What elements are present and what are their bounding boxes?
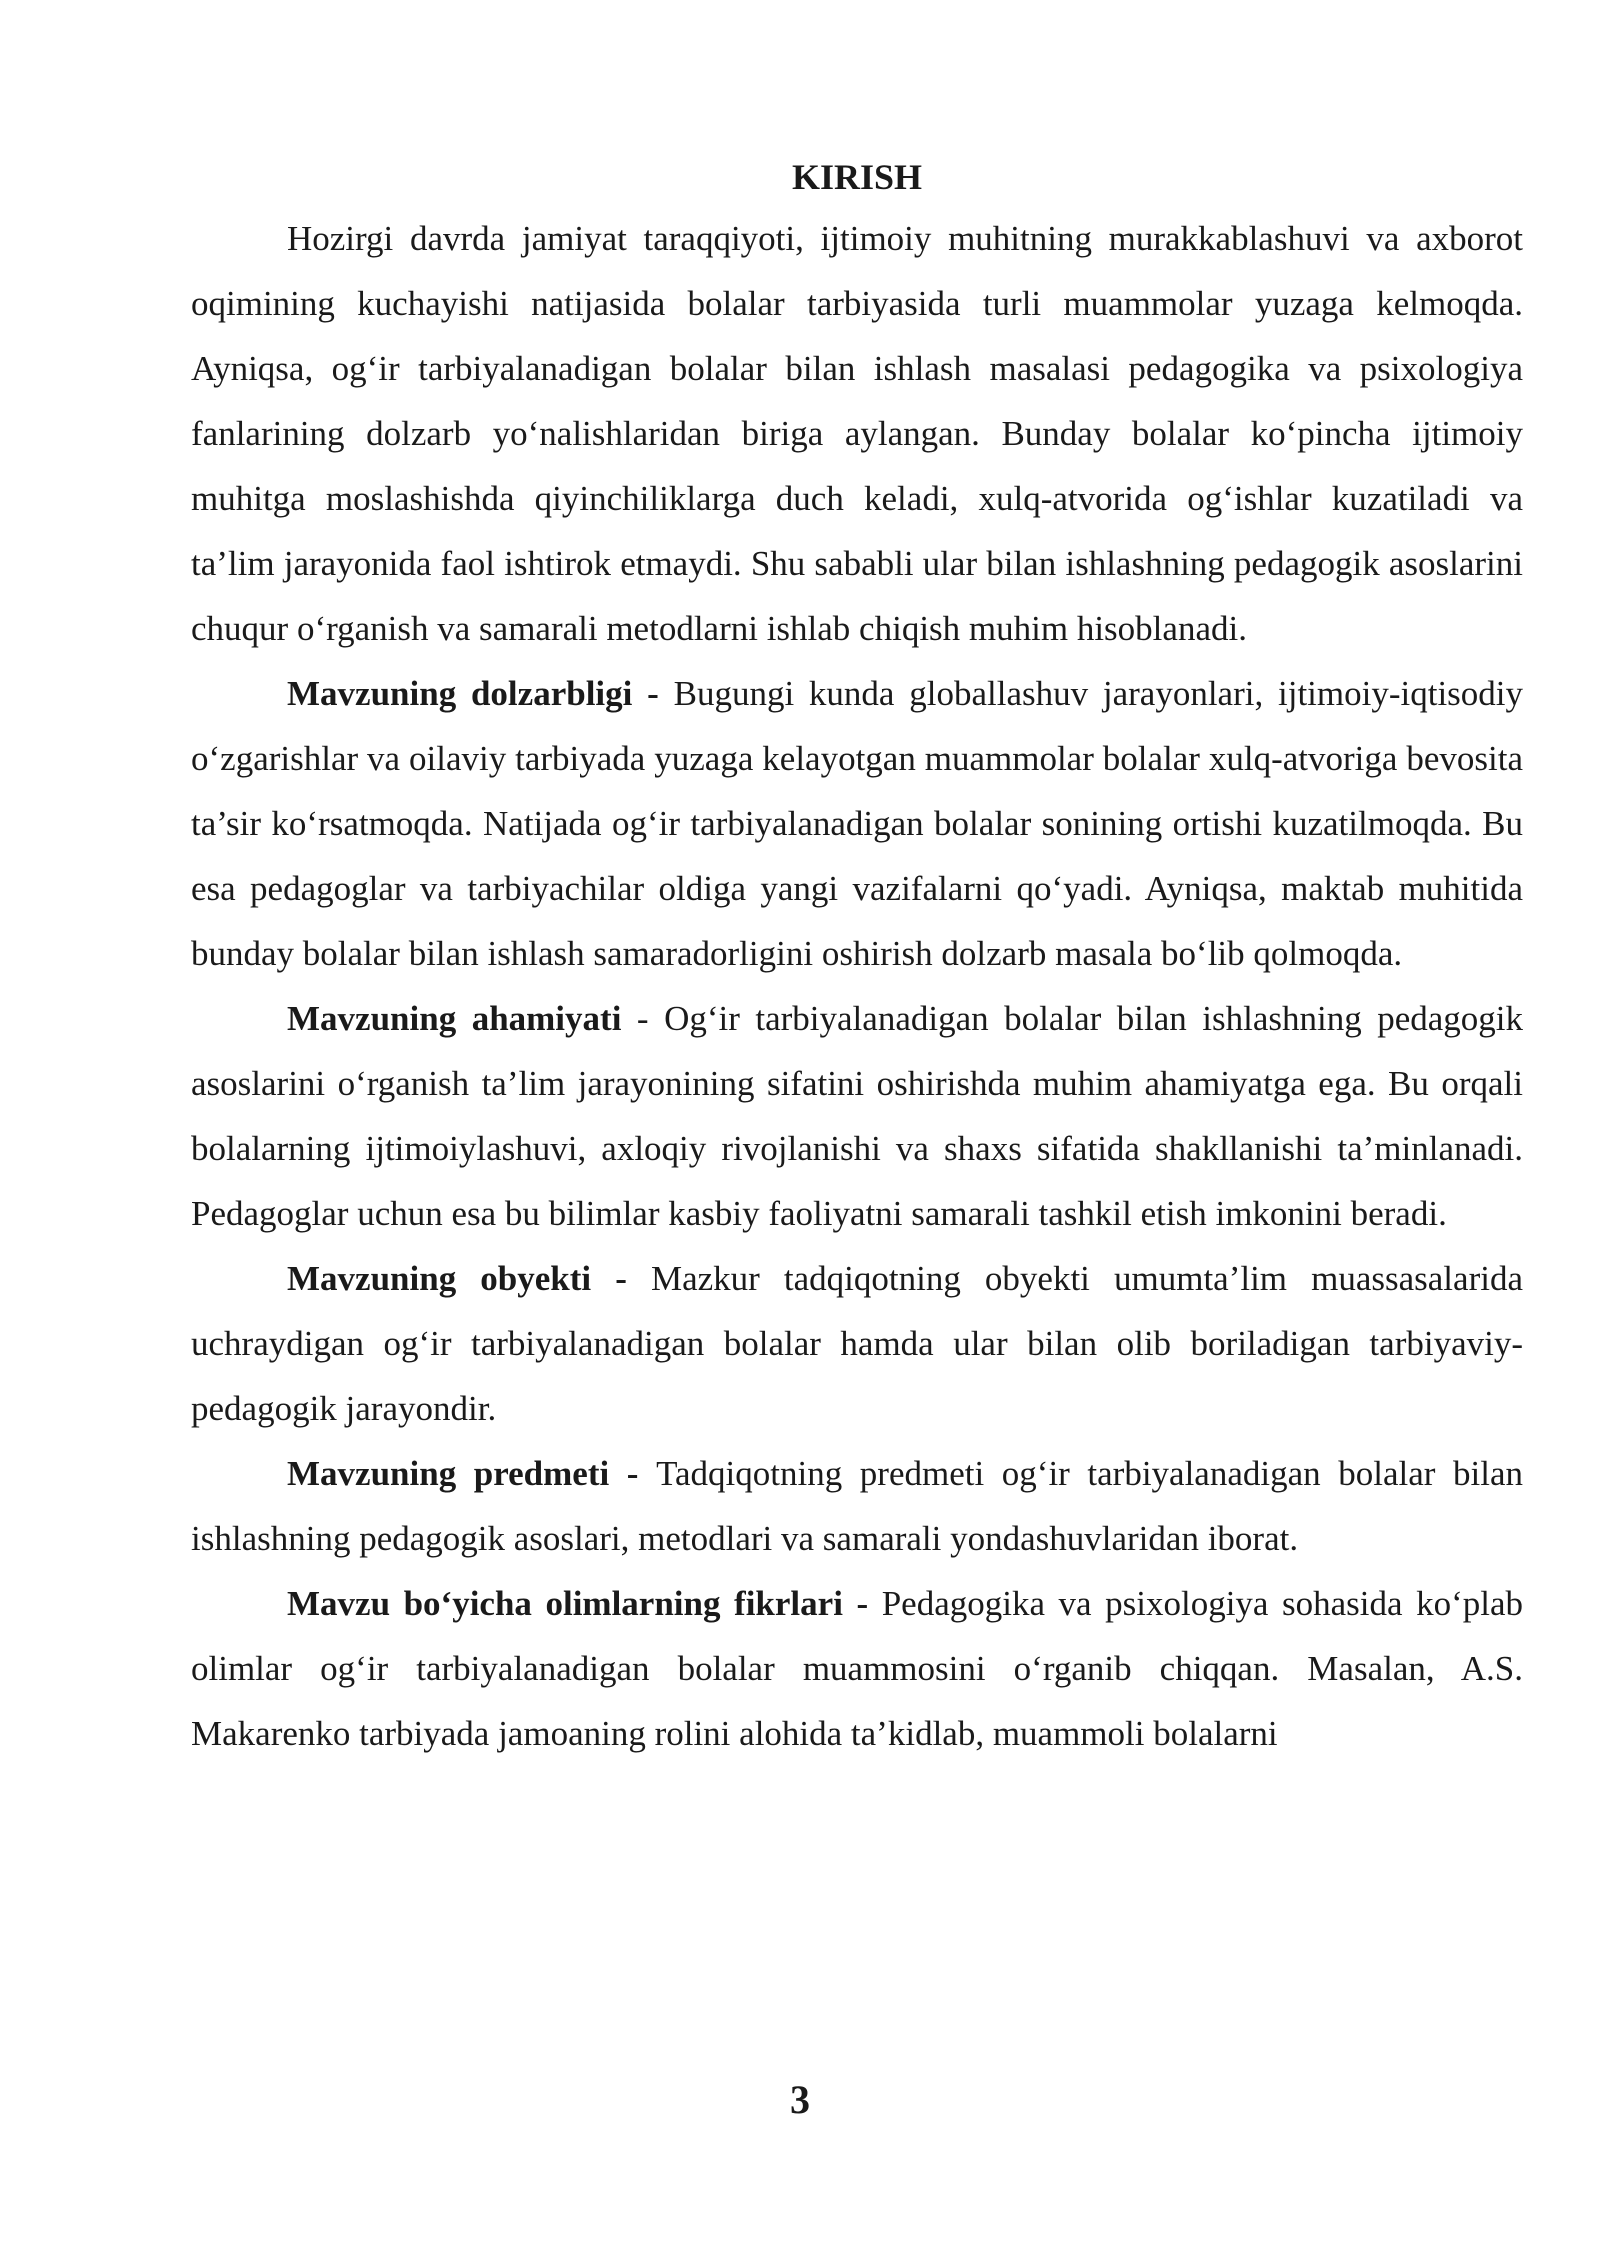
section-heading-relevance: Mavzuning dolzarbligi <box>287 674 633 713</box>
section-relevance <box>191 661 1523 986</box>
section-separator: - <box>609 1454 657 1493</box>
section-text-importance: Og‘ir tarbiyalanadigan bolalar bilan ishlashning pedagogik asoslarini o‘rganish ta’lim jarayonining sifatini oshirishda muhim ahamiyatga ega. Bu orqali bolalarning ijtimoiylashuvi, axloqiy rivojlanishi va shaxs sifatida shakllanishi ta’minlanadi. Pedagoglar uchun esa bu bilimlar kasbiy faoliyatni samarali tashkil etish imkonini beradi. <box>191 999 1524 1233</box>
section-text-relevance: Bugungi kunda globallashuv jarayonlari, ijtimoiy-iqtisodiy o‘zgarishlar va oilaviy tarbiyada yuzaga kelayotgan muammolar bolalar xulq-atvoriga bevosita ta’sir ko‘rsatmoqda. Natijada og‘ir tarbiyalanadigan bolalar sonining ortishi kuzatilmoqda. Bu esa pedagoglar va tarbiyachilar oldiga yangi vazifalarni qo‘yadi. Ayniqsa, maktab muhitida bunday bolalar bilan ishlash samaradorligini oshirish dolzarb masala bo‘lib qolmoqda. <box>191 674 1524 973</box>
section-heading-subject: Mavzuning predmeti <box>287 1454 610 1493</box>
section-heading-object: Mavzuning obyekti <box>287 1259 592 1298</box>
section-scholars <box>191 1571 1523 1766</box>
section-separator: - <box>842 1584 882 1623</box>
section-heading-importance: Mavzuning ahamiyati <box>287 999 622 1038</box>
page-title: KIRISH <box>791 157 923 197</box>
page-content <box>191 148 1523 1766</box>
intro-paragraph: Hozirgi davrda jamiyat taraqqiyoti, ijtimoiy muhitning murakkablashuvi va axborot oqimining kuchayishi natijasida bolalar tarbiyasida turli muammolar yuzaga kelmoqda. Ayniqsa, og‘ir tarbiyalanadigan bolalar bilan ishlash masalasi pedagogika va psixologiya fanlarining dolzarb yo‘nalishlaridan biriga aylangan. Bunday bolalar ko‘pincha ijtimoiy muhitga moslashishda qiyinchiliklarga duch keladi, xulq-atvorida og‘ishlar kuzatiladi va ta’lim jarayonida faol ishtirok etmaydi. Shu sababli ular bilan ishlashning pedagogik asoslarini chuqur o‘rganish va samarali metodlarni ishlab chiqish muhim hisoblanadi. <box>191 219 1523 648</box>
section-object <box>191 1246 1523 1441</box>
section-separator: - <box>621 999 665 1038</box>
section-subject <box>191 1441 1523 1571</box>
page-number: 3 <box>790 2077 810 2122</box>
section-text-scholars: Pedagogika va psixologiya sohasida ko‘plab olimlar og‘ir tarbiyalanadigan bolalar muammosini o‘rganib chiqqan. Masalan, A.S. Makarenko tarbiyada jamoaning rolini alohida ta’kidlab, muammoli bolalarni <box>191 1584 1524 1753</box>
section-separator: - <box>591 1259 651 1298</box>
section-separator: - <box>632 674 674 713</box>
section-text-subject: Tadqiqotning predmeti og‘ir tarbiyalanadigan bolalar bilan ishlashning pedagogik asoslari, metodlari va samarali yondashuvlaridan iborat. <box>191 1454 1523 1558</box>
section-heading-scholars: Mavzu bo‘yicha olimlarning fikrlari <box>287 1584 843 1623</box>
section-text-object: Mazkur tadqiqotning obyekti umumta’lim muassasalarida uchraydigan og‘ir tarbiyalanadigan bolalar hamda ular bilan olib boriladigan tarbiyaviy-pedagogik jarayondir. <box>191 1259 1523 1428</box>
section-importance <box>191 986 1523 1246</box>
